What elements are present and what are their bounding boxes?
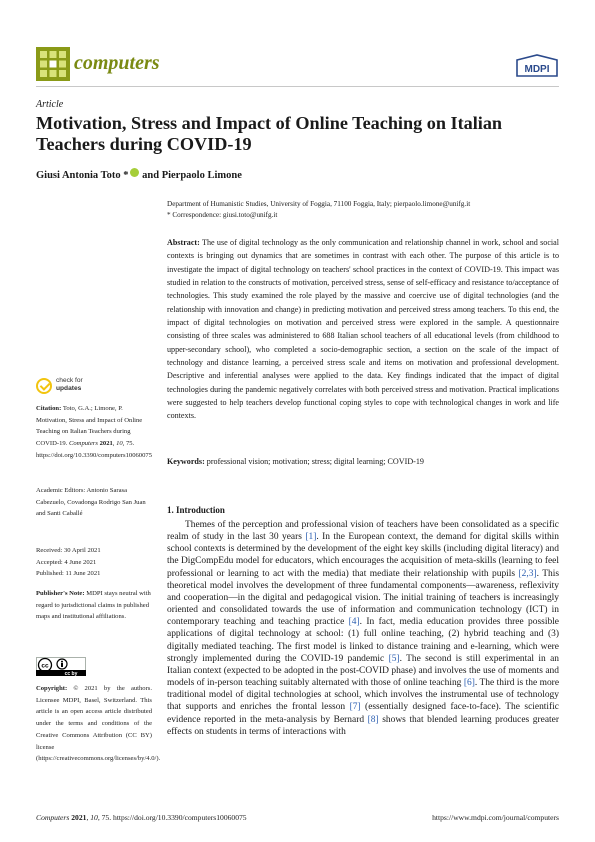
reference-link[interactable]: [8] xyxy=(367,714,379,725)
correspondence: * Correspondence: giusi.toto@unifg.it xyxy=(167,211,278,219)
body-paragraph xyxy=(167,519,559,738)
author-2[interactable]: Pierpaolo Limone xyxy=(161,170,242,181)
citation-journal: Computers xyxy=(68,440,98,448)
footer-journal: Computers xyxy=(36,813,70,822)
publication-dates xyxy=(36,545,152,580)
mdpi-logo-text: MDPI xyxy=(524,64,550,75)
academic-editors: Academic Editors: Antonio Sarasa Cabezuelo, Covadonga Rodrigo San Juan and Santi Caballé xyxy=(36,487,146,518)
body-text: (essentially designed face-to-face). The scientific evidence reported in the meta-analysis by Bernard xyxy=(167,702,559,725)
reference-link[interactable]: [6] xyxy=(463,678,475,689)
check-updates-line1: check for xyxy=(56,377,83,384)
body-text: . In the European context, the demand for digital skills within school contexts is determined by the development of the eight key skills (including digital literacy) and the DigCompEdu model for educators, which encourages the acquisition of meta-skills (learning to feel professional or learning to act with the media) that mediate their relationship with pupils xyxy=(167,532,559,579)
body-text: . The second is still experimental in an Italian context (expected to be adopted in the post-COVID phase) and involves the use of moments and models of in-person teaching suitably alternated with those of online teaching xyxy=(167,653,559,689)
check-for-updates-button[interactable] xyxy=(36,376,156,398)
keywords-text: professional vision; motivation; stress; digital learning; COVID-19 xyxy=(206,457,424,466)
published-date: Published: 11 June 2021 xyxy=(36,570,101,578)
publisher-note xyxy=(36,588,152,623)
reference-link[interactable]: [1] xyxy=(305,532,317,543)
article-title: Motivation, Stress and Impact of Online Teaching on Italian Teachers during COVID-19 xyxy=(36,113,503,154)
citation-doi[interactable]: , 75. https://doi.org/10.3390/computers10060075 xyxy=(36,440,152,459)
abstract-label: Abstract: xyxy=(167,238,200,247)
keywords xyxy=(167,457,559,466)
publisher-note-text: MDPI stays neutral with regard to jurisdictional claims in published maps and institutional affiliations. xyxy=(36,590,151,621)
copyright-text: © 2021 by the authors. Licensee MDPI, Basel, Switzerland. This article is an open access article distributed under the terms and conditions of the Creative Commons Attribution (CC BY) license (https://creativecommons.org/licenses/by/4.0/). xyxy=(36,685,161,763)
body-text: . The third is the more traditional model of digital technologies at school, which involves the instrumental use of technology that supports and enriches the frontal lesson xyxy=(167,678,560,713)
citation-text: Toto, G.A.; Limone, P. Motivation, Stress and Impact of Online Teaching on Italian Teachers during COVID-19. xyxy=(36,405,143,448)
cc-by-text: cc by xyxy=(64,671,78,676)
footer-doi[interactable]: , 75. https://doi.org/10.3390/computers10060075 xyxy=(97,813,247,822)
cc-by-license-icon[interactable] xyxy=(36,657,86,676)
received-date: Received: 30 April 2021 xyxy=(36,547,101,554)
journal-logo-icon xyxy=(36,47,70,81)
journal-name: computers xyxy=(74,52,160,74)
reference-link[interactable]: [4] xyxy=(348,617,360,628)
footer-volume: 10 xyxy=(90,813,98,822)
copyright-label: Copyright: xyxy=(36,685,68,692)
affiliation: Department of Humanistic Studies, University of Foggia, 71100 Foggia, Italy; pierpaolo.limone@unifg.it xyxy=(167,200,471,208)
header-divider xyxy=(36,86,559,87)
footer-citation: Computers 2021, 10, 75. https://doi.org/10.3390/computers10060075 xyxy=(36,813,247,822)
body-text: . In fact, media education provides three possible applications of digital technology at school: (1) full online teaching, (2) hybrid teaching and (3) digitally mediated teaching. The first model is linked to distance training and e-learning, which were strongly implemented during the COVID-19 pandemic xyxy=(167,617,559,664)
mdpi-logo-icon xyxy=(514,54,560,78)
check-updates-line2: updates xyxy=(56,384,82,392)
svg-text:cc: cc xyxy=(41,662,49,670)
abstract xyxy=(167,236,559,423)
abstract-text: The use of digital technology as the only communication and relationship channel in work, school and social contexts is bringing out dynamics that are sometimes in contrast with each other. The purpose of this article is to investigate the impact of digital technology on teachers' school practices in the context of COVID-19. This impact was studied in relation to the constructs of motivation, perceived stress, sense of self-efficacy and resistance to/acceptance of technologies. This study examined the role played by the massive and coercive use of digital technologies (and the relationship with innovation and change) in predicting motivation and perceived stress among teachers. To this end, the impact of digital technologies on motivation and perceived stress were explored in the sample. A questionnaire consisting of three scales was administered to 688 Italian school teachers of all educational levels (from childhood to upper-secondary school), who completed a socio-demographic section, a section on the scale of the impact of technology and distance learning, a perceived stress scale and items on motivation and professional development. Descriptive and inferential analyses were applied to the data. Key findings indicated that the impact of digital technologies during the pandemic negatively correlates with both perceived stress and motivation. Practical implications were suggested to help teachers develop functional coping styles to cope with technological changes in work and life contexts. xyxy=(167,238,559,421)
reference-link[interactable]: [2,3] xyxy=(518,568,537,579)
section-heading: 1. Introduction xyxy=(167,505,225,515)
author-line xyxy=(36,168,242,181)
citation: Citation: Toto, G.A.; Limone, P. Motivation, Stress and Impact of Online Teaching on Italian Teachers during COVID-19. Computers 2021, 10, 75. https://doi.org/10.3390/computers10060075 xyxy=(36,405,152,459)
publisher-note-label: Publisher's Note: xyxy=(36,590,85,597)
citation-volume: 10 xyxy=(116,440,123,448)
body-text: shows that blended learning produces greater effects on students in terms of interactions with xyxy=(167,714,559,737)
footer-journal-url[interactable]: https://www.mdpi.com/journal/computers xyxy=(432,813,559,822)
reference-link[interactable]: [7] xyxy=(349,702,361,713)
body-text: . This theoretical model involves the development of three fundamental components—awareness, reflexivity and cooperation—in the digital and pedagogical vision. The initial training of teachers is increasingly oriented and consolidated towards the use of information and communication technology (ICT) in contemporary teaching and teaching practice xyxy=(167,568,560,628)
copyright xyxy=(36,683,161,765)
orcid-icon[interactable] xyxy=(130,168,139,177)
body-text: Themes of the perception and professional vision of teachers have been consolidated as a specific realm of study in the last 30 years xyxy=(167,520,559,543)
footer-year: 2021 xyxy=(71,813,87,822)
accepted-date: Accepted: 4 June 2021 xyxy=(36,558,97,566)
article-type: Article xyxy=(36,99,64,110)
citation-label: Citation: xyxy=(36,405,62,412)
reference-link[interactable]: [5] xyxy=(388,653,400,664)
check-updates-icon xyxy=(36,378,52,394)
citation-year: 2021 xyxy=(99,440,113,448)
author-1[interactable]: Giusi Antonia Toto * xyxy=(36,170,129,181)
author-separator: and xyxy=(139,170,162,181)
keywords-label: Keywords: xyxy=(167,457,205,466)
